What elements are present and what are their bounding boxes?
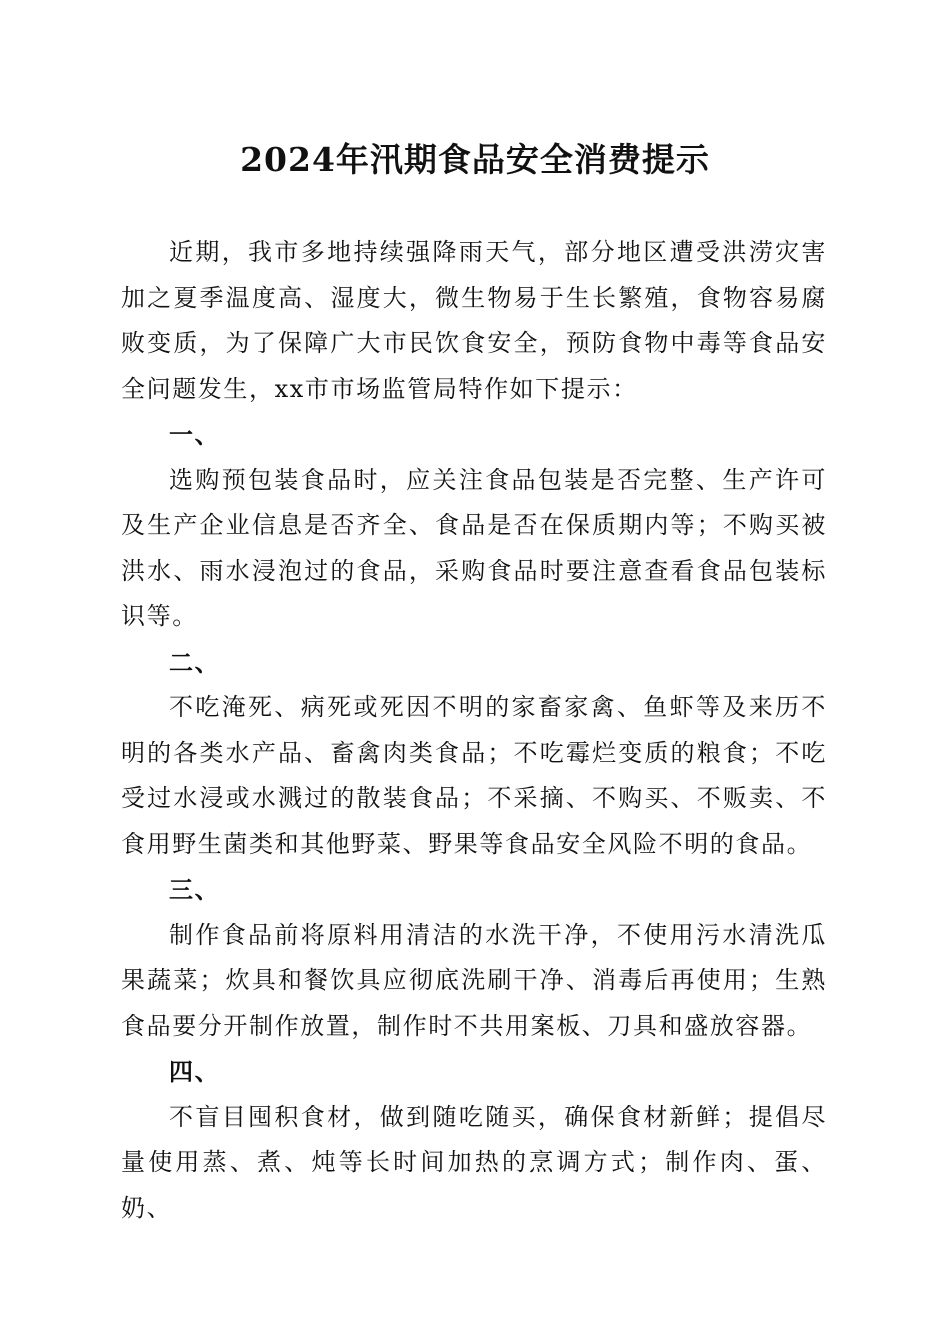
document-title: 2024年汛期食品安全消费提示 — [240, 140, 710, 179]
section-heading-2: 二、 — [169, 647, 221, 677]
intro-paragraph: 近期，我市多地持续强降雨天气，部分地区遭受洪涝灾害加之夏季温度高、湿度大，微生物易于生长繁殖，食物容易腐败变质，为了保障广大市民饮食安全，预防食物中毒等食品安全问题发生，xx市市场监管局特作如下提示： — [121, 238, 827, 403]
section-paragraph-3: 制作食品前将原料用清洁的水洗干净，不使用污水清洗瓜果蔬菜；炊具和餐饮具应彻底洗刷干净、消毒后再使用；生熟食品要分开制作放置，制作时不共用案板、刀具和盛放容器。 — [121, 920, 827, 1040]
document-body — [121, 230, 827, 1231]
section-paragraph-2: 不吃淹死、病死或死因不明的家畜家禽、鱼虾等及来历不明的各类水产品、畜禽肉类食品；不吃霉烂变质的粮食；不吃受过水浸或水溅过的散装食品；不采摘、不购买、不贩卖、不食用野生菌类和其他野菜、野果等食品安全风险不明的食品。 — [121, 693, 827, 858]
section-paragraph-1: 选购预包装食品时，应关注食品包装是否完整、生产许可及生产企业信息是否齐全、食品是否在保质期内等；不购买被洪水、雨水浸泡过的食品，采购食品时要注意查看食品包装标识等。 — [121, 465, 827, 630]
section-heading-3: 三、 — [169, 875, 221, 904]
section-paragraph-4: 不盲目囤积食材，做到随吃随买，确保食材新鲜；提倡尽量使用蒸、煮、炖等长时间加热的烹调方式；制作肉、蛋、奶、 — [121, 1102, 827, 1222]
section-heading-4: 四、 — [169, 1057, 221, 1086]
section-heading-1: 一、 — [169, 420, 221, 449]
